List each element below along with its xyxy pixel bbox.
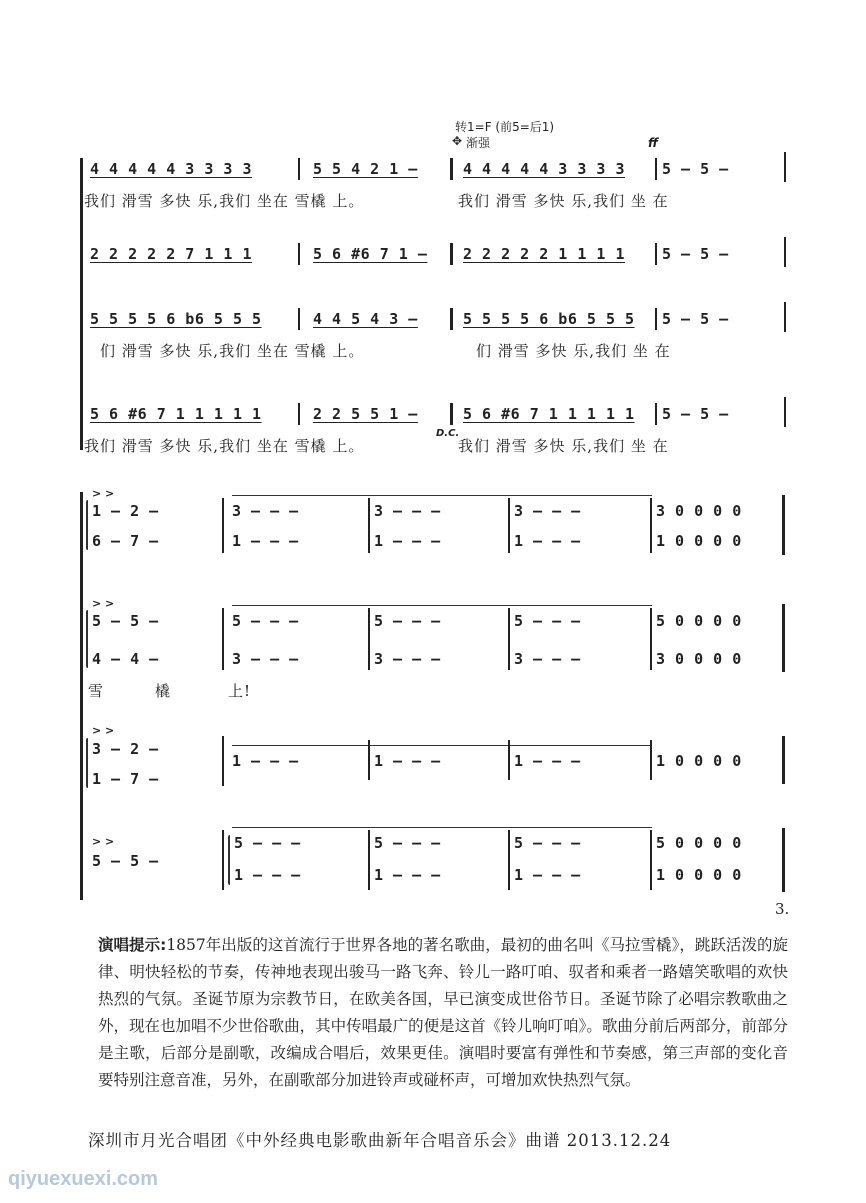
s4-bot-m1: 1 – – – — [234, 866, 301, 884]
barline — [222, 830, 224, 890]
key-change: 转1=F (前5=后1) — [455, 120, 555, 134]
dynamic-mark: ff — [648, 136, 658, 150]
s4-main: 5 – 5 – — [92, 852, 159, 870]
final-barline — [782, 828, 785, 892]
accent-icon: > > — [92, 724, 115, 737]
voice4-lyric-b: 我们 滑雪 多快 乐,我们 坐 在 — [458, 437, 669, 455]
final-barline — [782, 736, 785, 784]
s3-top: 3 – 2 – — [92, 740, 159, 758]
barline — [508, 830, 510, 890]
voice3-lyric-a: 们 滑雪 多快 乐,我们 坐在 雪橇 上。 — [100, 342, 365, 360]
barline — [784, 397, 786, 427]
voice1-measure2: 5 5 4 2 1 – — [313, 160, 418, 178]
tips-label: 演唱提示: — [98, 936, 167, 954]
voice2-measure1: 2 2 2 2 2 7 1 1 1 — [90, 245, 253, 263]
s3-m1: 1 – – – — [232, 752, 299, 770]
voice3-measure2: 4 4 5 4 3 – — [313, 310, 418, 328]
system-bracket — [80, 158, 83, 450]
barline — [655, 308, 657, 330]
tie — [232, 495, 652, 496]
barline — [298, 308, 300, 330]
dc-mark: D.C. — [436, 428, 460, 439]
s2-bot-m1: 3 – – – — [232, 650, 299, 668]
s2-bot-m3: 3 – – – — [514, 650, 581, 668]
system-bracket — [80, 492, 83, 900]
accent-icon: > > — [92, 487, 115, 500]
voice3-lyric-b: 们 滑雪 多快 乐,我们 坐 在 — [476, 342, 671, 360]
double-barline — [450, 158, 453, 180]
barline — [655, 158, 657, 180]
brace — [86, 610, 88, 668]
barline — [298, 403, 300, 425]
s4-bot-m3: 1 – – – — [514, 866, 581, 884]
barline — [784, 302, 786, 332]
tempo-mark: 渐强 — [466, 136, 491, 150]
tips-text: 1857年出版的这首流行于世界各地的著名歌曲，最初的曲名叫《马拉雪橇》，跳跃活泼的旋律、明快轻松的节奏，传神地表现出骏马一路飞奔、铃儿一路叮咱、驭者和乘者一路嬉笑歌唱的欢快热烈的气氛。圣诞节原为宗教节日，在欧美各国，早已演变成世俗节日。圣诞节除了必唱宗教歌曲之外，现在也加唱不少世俗歌曲，其中传唱最广的便是这首《铃儿响叮咱》。歌曲分前后两部分，前部分是主歌，后部分是副歌，改编成合唱后，效果更佳。演唱时要富有弹性和节奏感，第三声部的变化音要特别注意音准，另外，在副歌部分加进铃声或碰杯声，可增加欢快热烈气氛。 — [98, 936, 789, 1089]
voice1-measure3: 4 4 4 4 4 3 3 3 3 — [463, 160, 626, 178]
s2-top-m3: 5 – – – — [514, 612, 581, 630]
barline — [655, 243, 657, 265]
s1-bot-m3: 1 – – – — [514, 532, 581, 550]
voice2-measure4: 5 – 5 – — [662, 245, 729, 263]
s3-m3: 1 – – – — [514, 752, 581, 770]
s1-end-top: 3 0 0 0 0 — [656, 502, 742, 520]
s1-top: 1 – 2 – — [92, 502, 159, 520]
s1-top-m3: 3 – – – — [514, 502, 581, 520]
barline — [222, 608, 224, 670]
barline — [650, 608, 652, 670]
s1-bot-m1: 1 – – – — [232, 532, 299, 550]
barline — [650, 498, 652, 553]
voice4-measure2: 2 2 5 5 1 – — [313, 405, 418, 423]
barline — [784, 152, 786, 182]
barline — [650, 740, 652, 780]
s2-end-bot: 3 0 0 0 0 — [656, 650, 742, 668]
s4-end-top: 5 0 0 0 0 — [656, 834, 742, 852]
barline — [655, 403, 657, 425]
s1-top-m2: 3 – – – — [374, 502, 441, 520]
barline — [508, 608, 510, 670]
barline — [508, 740, 510, 780]
double-barline — [450, 243, 453, 265]
s2-lyric-1: 雪 — [88, 682, 105, 700]
s1-bot-m2: 1 – – – — [374, 532, 441, 550]
s4-bot-m2: 1 – – – — [374, 866, 441, 884]
barline — [368, 830, 370, 890]
barline — [650, 830, 652, 890]
final-barline — [782, 495, 785, 555]
footer-credit: 深圳市月光合唱团《中外经典电影歌曲新年合唱音乐会》曲谱 2013.12.24 — [88, 1131, 672, 1150]
s2-end-top: 5 0 0 0 0 — [656, 612, 742, 630]
s1-end-bot: 1 0 0 0 0 — [656, 532, 742, 550]
tie — [232, 745, 652, 746]
tie — [232, 827, 652, 828]
s1-top-m1: 3 – – – — [232, 502, 299, 520]
s2-bot-m2: 3 – – – — [374, 650, 441, 668]
voice4-measure1: 5 6 #6 7 1 1 1 1 1 — [90, 405, 262, 423]
voice3-measure4: 5 – 5 – — [662, 310, 729, 328]
double-barline — [450, 403, 453, 425]
barline — [368, 740, 370, 780]
voice1-lyric-b: 我们 滑雪 多快 乐,我们 坐 在 — [458, 192, 669, 210]
s2-top-m2: 5 – – – — [374, 612, 441, 630]
s2-top-m1: 5 – – – — [232, 612, 299, 630]
voice1-measure1: 4 4 4 4 4 3 3 3 3 — [90, 160, 253, 178]
watermark: qiyuexuexi.com — [8, 1168, 159, 1190]
s2-lyric-2: 橇 — [155, 682, 172, 700]
voice1-lyric-a: 我们 滑雪 多快 乐,我们 坐在 雪橇 上。 — [84, 192, 365, 210]
voice1-measure4: 5 – 5 – — [662, 160, 729, 178]
double-barline — [450, 308, 453, 330]
s4-top-m2: 5 – – – — [374, 834, 441, 852]
page-number: 3. — [775, 900, 790, 918]
s3-bottom: 1 – 7 – — [92, 770, 159, 788]
s1-bottom: 6 – 7 – — [92, 532, 159, 550]
accent-icon: > > — [92, 597, 115, 610]
accent-icon: > > — [92, 835, 115, 848]
tie — [232, 605, 652, 606]
s3-end: 1 0 0 0 0 — [656, 752, 742, 770]
s2-lyric-3: 上! — [228, 682, 252, 700]
voice4-measure4: 5 – 5 – — [662, 405, 729, 423]
s4-top-m3: 5 – – – — [514, 834, 581, 852]
barline — [222, 498, 224, 553]
voice2-measure2: 5 6 #6 7 1 – — [313, 245, 428, 263]
voice4-measure3: 5 6 #6 7 1 1 1 1 1 — [463, 405, 635, 423]
s2-top: 5 – 5 – — [92, 612, 159, 630]
s4-top-m1: 5 – – – — [234, 834, 301, 852]
s4-end-bot: 1 0 0 0 0 — [656, 866, 742, 884]
voice3-measure3: 5 5 5 5 6 b6 5 5 5 — [463, 310, 635, 328]
barline — [508, 498, 510, 553]
performance-tips — [98, 932, 788, 1094]
barline — [368, 608, 370, 670]
voice2-measure3: 2 2 2 2 2 1 1 1 1 — [463, 245, 626, 263]
s3-m2: 1 – – – — [374, 752, 441, 770]
brace — [86, 738, 88, 788]
barline — [368, 498, 370, 553]
barline — [784, 237, 786, 267]
brace — [86, 500, 88, 550]
barline — [298, 243, 300, 265]
s2-bottom: 4 – 4 – — [92, 650, 159, 668]
final-barline — [782, 604, 785, 672]
barline — [222, 736, 224, 786]
voice4-lyric-a: 我们 滑雪 多快 乐,我们 坐在 雪橇 上。 — [84, 437, 365, 455]
voice3-measure1: 5 5 5 5 6 b6 5 5 5 — [90, 310, 262, 328]
brace — [228, 835, 230, 885]
segno-icon: ✥ — [452, 134, 463, 148]
barline — [298, 158, 300, 180]
